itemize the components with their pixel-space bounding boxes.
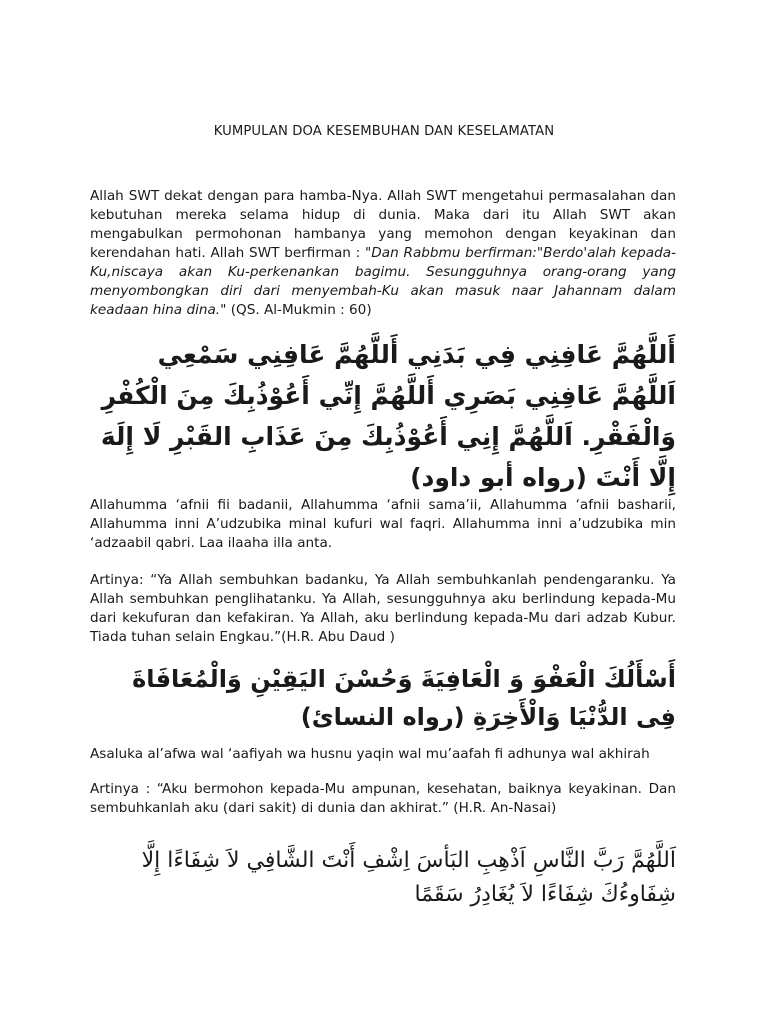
intro-paragraph bbox=[90, 187, 676, 320]
doa1-arabic: أَللَّهُمَّ عَافِنِي فِي بَدَنِي أَللَّهُمَّ عَافِنِي سَمْعِي اَللَّهُمَّ عَافِنِي بَصَرِي أَللَّهُمَّ إِنِّي أَعُوْذُبِكَ مِنَ الْكُفْرِ وَالْفَقْرِ. اَللَّهُمَّ إِنِي أَعُوْذُبِكَ مِنَ عَذَابِ القَبْرِ لَا إِلَهَ إِلَّا أَنْتَ (رواه أبو داود) bbox=[100, 340, 676, 492]
intro-citation: " (QS. Al-Mukmin : 60) bbox=[220, 302, 372, 318]
doa2-latin: Asaluka al’afwa wal ‘aafiyah wa husnu yaqin wal mu’aafah fi adhunya wal akhirah bbox=[90, 746, 650, 762]
doa3-arabic: اَللَّهُمَّ رَبَّ النَّاسِ اَذْهِبِ البَأسَ اِشْفِ أَنْتَ الشَّافِي لاَ شِفَاءًا إِلَّا شِفَاوءُكَ شِفَاءًا لاَ يُغَادِرُ سَقَمًا bbox=[141, 848, 676, 907]
document-title: KUMPULAN DOA KESEMBUHAN DAN KESELAMATAN bbox=[213, 124, 555, 139]
doa1-translation: Artinya: “Ya Allah sembuhkan badanku, Ya Allah sembuhkanlah pendengaranku. Ya Allah sembuhkan penglihatanku. Ya Allah, sesungguhnya aku berlindung kepada-Mu dari kekufuran dan kefakiran. Ya Allah, aku berlindung kepada-Mu dari adzab Kubur. Tiada tuhan selain Engkau.”(H.R. Abu Daud ) bbox=[90, 572, 676, 645]
doa1-latin: Allahumma ‘afnii fii badanii, Allahumma ‘afnii sama’ii, Allahumma ‘afnii basharii, Allahumma inni A’udzubika minal kufuri wal faqri. Allahumma inni a’udzubika min ‘adzaabil qabri. Laa ilaaha illa anta. bbox=[90, 497, 676, 551]
doa2-translation: Artinya : “Aku bermohon kepada-Mu ampunan, kesehatan, baiknya keyakinan. Dan sembuhkanlah aku (dari sakit) di dunia dan akhirat.” (H.R. An-Nasai) bbox=[90, 781, 676, 816]
intro-quote: Dan Rabbmu berfirman:"Berdo'alah kepada-Ku,niscaya akan Ku-perkenankan bagimu. Sesungguhnya orang-orang yang menyombongkan diri dari menyembah-Ku akan masuk naar Jahannam dalam keadaan hina dina. bbox=[90, 245, 676, 318]
intro-text: Allah SWT dekat dengan para hamba-Nya. Allah SWT mengetahui permasalahan dan kebutuhan mereka selama hidup di dunia. Maka dari itu Allah SWT akan mengabulkan permohonan hambanya yang memohon dengan keyakinan dan kerendahan hati. Allah SWT berfirman : " bbox=[90, 188, 676, 261]
doa2-arabic: أَسْأَلُكَ الْعَفْوَ وَ الْعَافِيَةَ وَحُسْنَ اليَقِيْنِ وَالْمُعَافَاةَ فِى الدُّنْيَا وَالْأَخِرَةِ (رواه النسائ) bbox=[132, 665, 676, 731]
